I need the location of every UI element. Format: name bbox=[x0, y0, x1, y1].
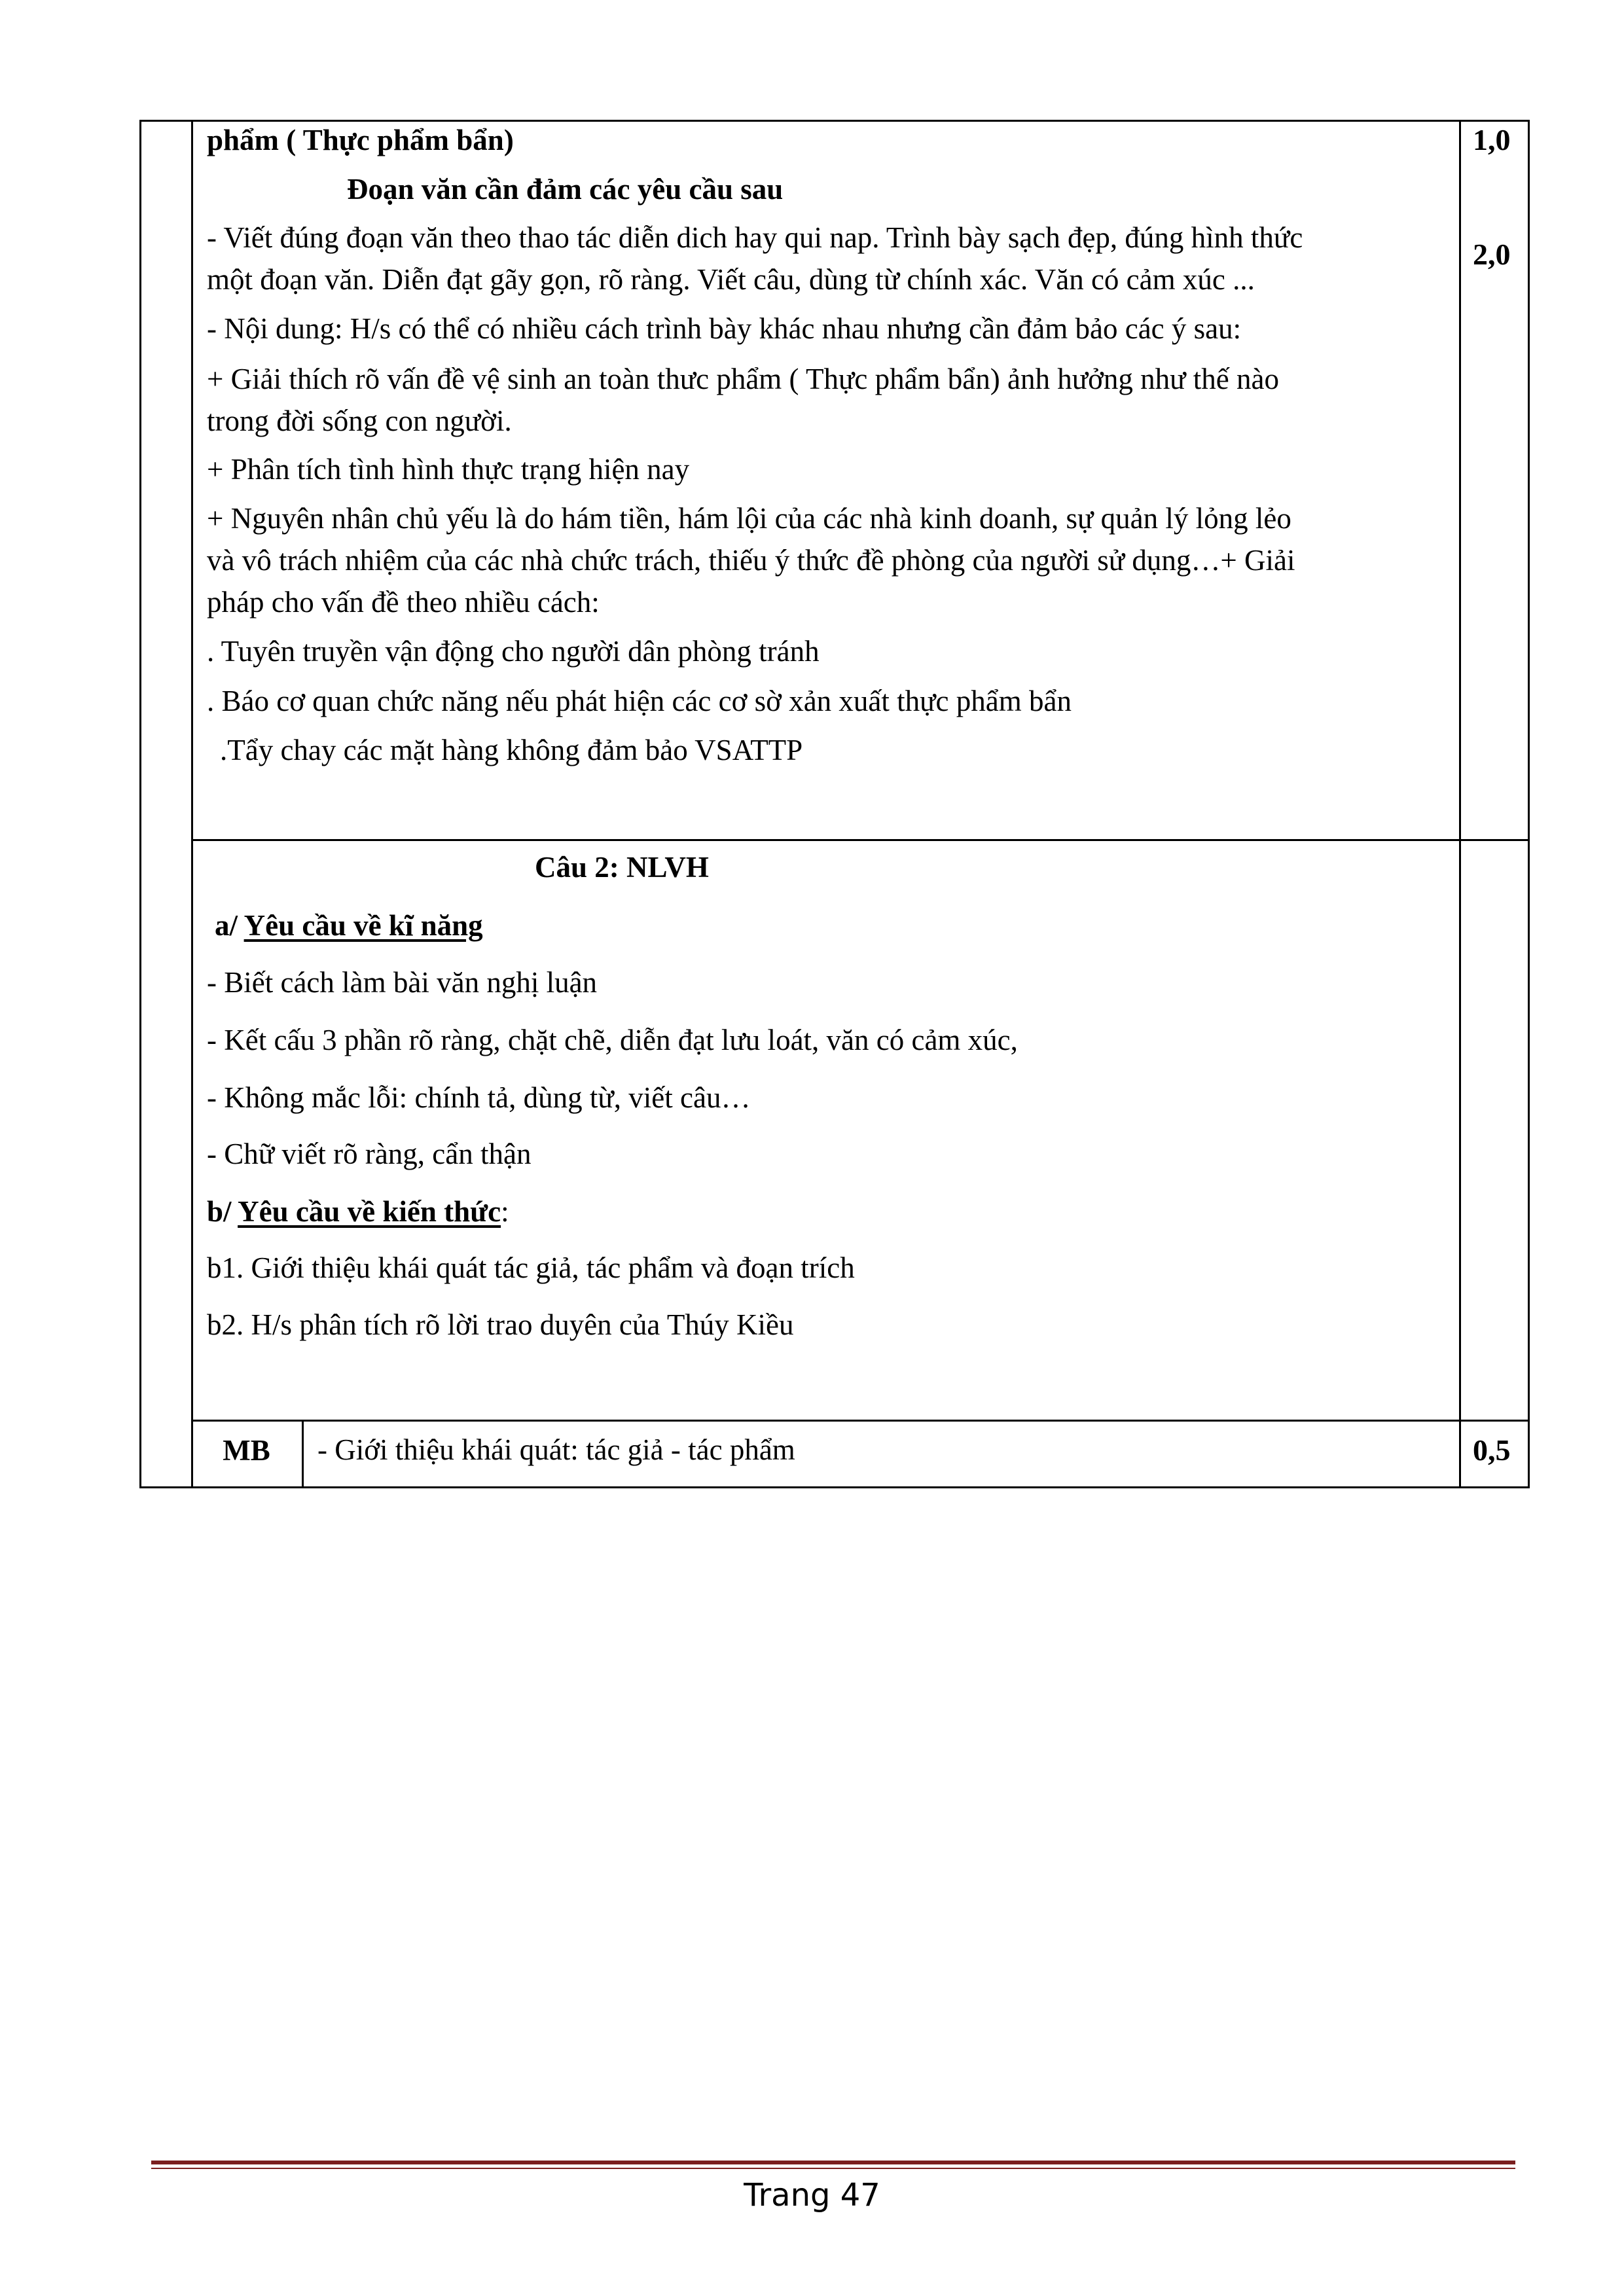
section2-b-heading bbox=[207, 1191, 509, 1232]
section1-line: - Viết đúng đoạn văn theo thao tác diễn dich hay qui nap. Trình bày sạch đẹp, đúng hình thức bbox=[207, 221, 1303, 254]
section1-line: + Nguyên nhân chủ yếu là do hám tiền, hám lội của các nhà kinh doanh, sự quản lý lỏng lẻo bbox=[207, 502, 1291, 535]
section1-score-2: 2,0 bbox=[1473, 238, 1511, 271]
section1-subheading: Đoạn văn cần đảm các yêu cầu sau bbox=[347, 173, 784, 206]
footer-rule-thin bbox=[151, 2168, 1515, 2169]
footer-rule-thick bbox=[151, 2161, 1515, 2164]
section2-a-heading bbox=[215, 905, 483, 946]
section1-line: một đoạn văn. Diễn đạt gãy gọn, rõ ràng. Viết câu, dùng từ chính xác. Văn có cảm xúc ... bbox=[207, 263, 1255, 296]
section2-b-suffix: : bbox=[501, 1195, 509, 1228]
section1-line: và vô trách nhiệm của các nhà chức trách, thiếu ý thức đề phòng của người sử dụng…+ Giải bbox=[207, 544, 1295, 577]
mb-label: MB bbox=[223, 1434, 270, 1467]
section2-b-item: b2. H/s phân tích rõ lời trao duyên của Thúy Kiều bbox=[207, 1308, 794, 1341]
section1-line: . Báo cơ quan chức năng nếu phát hiện các cơ sờ xản xuất thực phẩm bẩn bbox=[207, 685, 1072, 717]
section2-a-item: - Kết cấu 3 phần rõ ràng, chặt chẽ, diễn đạt lưu loát, văn có cảm xúc, bbox=[207, 1024, 1018, 1056]
section1-line: pháp cho vấn đề theo nhiều cách: bbox=[207, 586, 600, 619]
section2-title: Câu 2: NLVH bbox=[535, 851, 709, 884]
section2-a-item: - Chữ viết rõ ràng, cẩn thận bbox=[207, 1138, 532, 1170]
section1-line: - Nội dung: H/s có thể có nhiều cách trình bày khác nhau nhưng cần đảm bảo các ý sau: bbox=[207, 312, 1242, 345]
section2-b-prefix: b/ bbox=[207, 1195, 238, 1228]
section1-line: + Giải thích rõ vấn đề vệ sinh an toàn thưc phẩm ( Thực phẩm bẩn) ảnh hưởng như thế nào bbox=[207, 363, 1279, 395]
table-border-score-col bbox=[1459, 120, 1461, 1488]
section1-line: + Phân tích tình hình thực trạng hiện nay bbox=[207, 453, 690, 486]
section1-line: . Tuyên truyền vận động cho người dân phòng tránh bbox=[207, 635, 820, 668]
section1-score-1: 1,0 bbox=[1473, 123, 1511, 156]
table-border-right bbox=[1528, 120, 1530, 1488]
section2-a-prefix: a/ bbox=[215, 909, 244, 942]
section1-line: trong đời sống con người. bbox=[207, 404, 512, 437]
section2-b-heading-text: Yêu cầu về kiến thức bbox=[238, 1195, 501, 1228]
table-row-divider-1 bbox=[191, 839, 1529, 841]
section2-a-item: - Không mắc lỗi: chính tả, dùng từ, viết câu… bbox=[207, 1081, 751, 1114]
section1-heading-continuation: phẩm ( Thực phẩm bẩn) bbox=[207, 124, 514, 156]
section2-b-item: b1. Giới thiệu khái quát tác giả, tác phẩm và đoạn trích bbox=[207, 1251, 855, 1284]
table-border-col1 bbox=[191, 120, 193, 1488]
section2-a-heading-text: Yêu cầu về kĩ năng bbox=[244, 909, 483, 942]
table-border-bottom bbox=[139, 1486, 1529, 1488]
table-row-divider-2 bbox=[191, 1420, 1529, 1422]
table-border-left bbox=[139, 120, 141, 1488]
mb-score: 0,5 bbox=[1473, 1433, 1511, 1467]
table-mb-col-divider bbox=[302, 1420, 304, 1488]
page-number: Trang 47 bbox=[744, 2177, 880, 2214]
section1-line: .Tẩy chay các mặt hàng không đảm bảo VSATTP bbox=[220, 734, 803, 766]
mb-content: - Giới thiệu khái quát: tác giả - tác phẩm bbox=[317, 1433, 795, 1466]
section2-a-item: - Biết cách làm bài văn nghị luận bbox=[207, 966, 598, 999]
